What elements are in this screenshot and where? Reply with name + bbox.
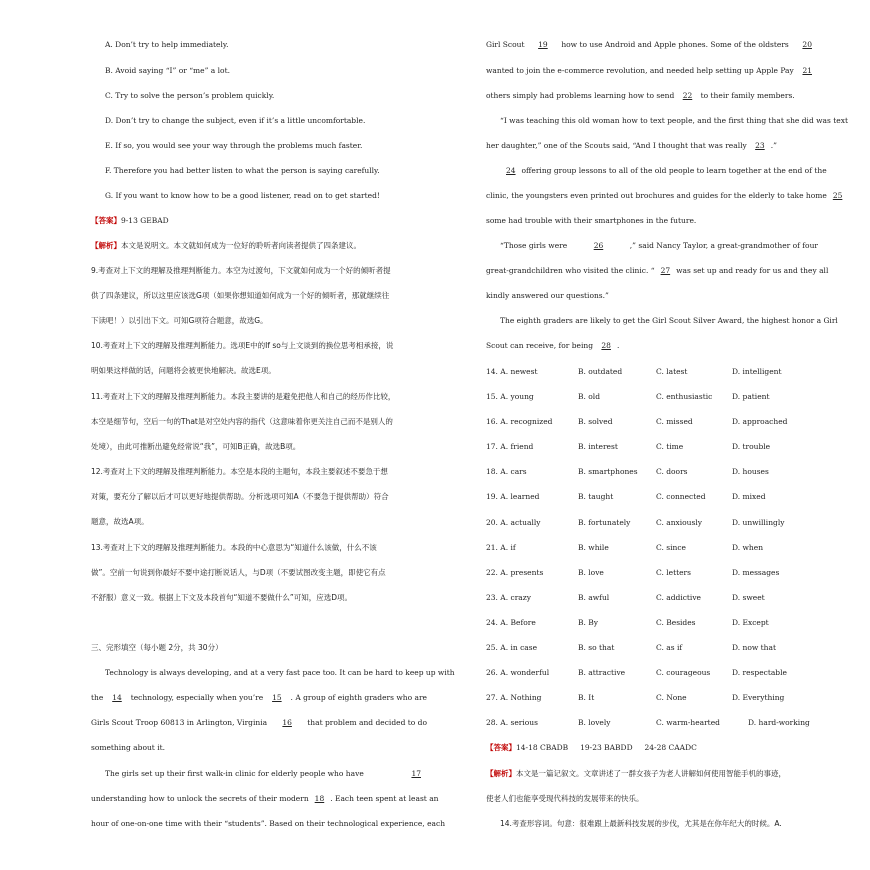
q14-explanation: 14.考查形容词。句意：很难跟上最新科技发展的步伐，尤其是在你年纪大的时候。A.	[500, 819, 782, 828]
q13-line-1: 13.考查对上下文的理解及推理判断能力。本段的中心意思为“知道什么该做，什么不该	[91, 543, 377, 552]
option-e: E. If so, you would see your way through the problems much faster.	[105, 141, 363, 150]
q10-line-2: 明如果这样做的话，问题将会被更快地解决。故选E项。	[91, 366, 276, 375]
analysis-line	[91, 241, 361, 251]
passage-line-6: understanding how to unlock the secrets of their modern 18 . Each teen spent at least an	[91, 794, 439, 803]
q12-line-3: 题意，故选A项。	[91, 517, 149, 526]
option-f: F. Therefore you had better listen to what the person is saying carefully.	[105, 166, 380, 175]
passage-r-line-12: The eighth graders are likely to get the Girl Scout Silver Award, the highest honor a Girl	[500, 316, 838, 325]
option-a: A. Don’t try to help immediately.	[105, 40, 229, 49]
passage-line-2: the 14 technology, especially when you’re 15 . A group of eighth graders who are	[91, 693, 427, 702]
blank-20: 20	[802, 40, 812, 49]
answer-line-right	[486, 743, 697, 753]
q10-line-1: 10.考查对上下文的理解及推理判断能力。选项E中的If so与上文谈到的换位思考相承接，说	[91, 341, 394, 350]
passage-r-line-4: “I was teaching this old woman how to text people, and the first thing that she did was text	[500, 116, 848, 125]
analysis-tag: 【解析】	[91, 241, 121, 250]
analysis-text: 本文是说明文。本文就如何成为一位好的聆听者向读者提供了四条建议。	[121, 241, 361, 250]
blank-22: 22	[682, 91, 693, 100]
answer-tag: 【答案】	[91, 216, 121, 225]
passage-line-7: hour of one-on-one time with their “students”. Based on their technological experience, each	[91, 819, 446, 828]
option-d: D. Don’t try to change the subject, even if it’s a little uncomfortable.	[105, 116, 366, 125]
blank-27: 27	[660, 266, 671, 275]
analysis-tag-right: 【解析】	[486, 769, 516, 778]
passage-line-5: The girls set up their first walk-in clinic for elderly people who have 17	[105, 769, 427, 779]
passage-line-3: Girls Scout Troop 60813 in Arlington, Virginia 16 that problem and decided to do	[91, 718, 427, 727]
answer-text: 9-13 GEBAD	[121, 216, 169, 225]
blank-17: 17	[411, 769, 421, 778]
passage-line-4: something about it.	[91, 743, 165, 752]
q12-line-1: 12.考查对上下文的理解及推理判断能力。本空是本段的主题句，本段主要叙述不要急于想	[91, 467, 388, 476]
section-title: 三、完形填空（每小题 2分，共 30分）	[91, 643, 223, 652]
q12-line-2: 对策，要充分了解以后才可以更好地提供帮助。分析选项可知A（不要急于提供帮助）符合	[91, 492, 389, 501]
option-g: G. If you want to know how to be a good listener, read on to get started!	[105, 191, 380, 200]
q11-line-1: 11.考查对上下文的理解及推理判断能力。本段主要讲的是避免把他人和自己的经历作比较，	[91, 392, 396, 401]
passage-line-1: Technology is always developing, and at a very fast pace too. It can be hard to keep up with	[105, 668, 455, 677]
blank-16: 16	[282, 718, 292, 727]
passage-r-line-10: great-grandchildren who visited the clinic. “ 27 was set up and ready for us and they all	[486, 266, 829, 275]
passage-r-line-13: Scout can receive, for being 28 .	[486, 341, 620, 350]
blank-19: 19	[538, 40, 548, 49]
passage-r-line-7: clinic, the youngsters even printed out brochures and guides for the elderly to take home 25	[486, 191, 818, 201]
q11-line-3: 处境），由此可推断出避免经常说“我”，可知B正确，故选B项。	[91, 442, 301, 451]
blank-25: 25	[832, 191, 843, 200]
option-b: B. Avoid saying “I” or “me” a lot.	[105, 66, 230, 75]
blank-23: 23	[755, 141, 765, 150]
analysis-text-right-2: 使老人们也能享受现代科技的发展带来的快乐。	[486, 794, 644, 803]
blank-21: 21	[802, 66, 812, 75]
passage-r-line-11: kindly answered our questions.”	[486, 291, 609, 300]
blank-14: 14	[112, 693, 122, 702]
passage-r-line-1: Girl Scout 19 how to use Android and Apple phones. Some of the oldsters 20	[486, 40, 818, 50]
analysis-line-right	[486, 769, 786, 779]
analysis-text-right-1: 本文是一篇记叙文。文章讲述了一群女孩子为老人讲解如何使用智能手机的事迹，	[516, 769, 786, 778]
blank-24: 24	[506, 166, 516, 175]
q13-line-3: 不舒服）意义一致。根据上下文及本段首句“知道不要做什么”可知，应选D项。	[91, 593, 353, 602]
passage-r-line-5: her daughter,” one of the Scouts said, “And I thought that was really 23 .”	[486, 141, 777, 150]
blank-15: 15	[272, 693, 282, 702]
q9-line-3: 下读吧！）以引出下文。可知G项符合题意，故选G。	[91, 316, 268, 325]
option-c: C. Try to solve the person’s problem quickly.	[105, 91, 275, 100]
blank-26: 26	[593, 241, 604, 250]
blank-28: 28	[601, 341, 611, 350]
answer-tag-right: 【答案】	[486, 743, 516, 752]
passage-r-line-6: 24 offering group lessons to all of the old people to learn together at the end of the	[500, 166, 818, 176]
blank-18: 18	[314, 794, 325, 803]
q9-line-2: 供了四条建议，所以这里应该选G项（如果你想知道如何成为一个好的倾听者，那就继续往	[91, 291, 390, 300]
passage-r-line-9: “Those girls were 26 ,” said Nancy Taylor, a great-grandmother of four	[500, 241, 818, 250]
passage-r-line-2: wanted to join the e-commerce revolution, and needed help setting up Apple Pay 21	[486, 66, 818, 76]
q11-line-2: 本空是细节句，空后一句的That是对空处内容的指代（这意味着你更关注自己而不是别人的	[91, 417, 393, 426]
q9-line-1: 9.考查对上下文的理解及推理判断能力。本空为过渡句，下文就如何成为一个好的倾听者提	[91, 266, 391, 275]
q13-line-2: 做”。空前一句说到你最好不要中途打断说话人，与D项（不要试图改变主题，即使它有点	[91, 568, 386, 577]
passage-r-line-8: some had trouble with their smartphones in the future.	[486, 216, 697, 225]
answer-text-right: 14-18 CBADB 19-23 BABDD 24-28 CAADC	[516, 743, 697, 752]
passage-r-line-3: others simply had problems learning how to send 22 to their family members.	[486, 91, 795, 100]
answer-line	[91, 216, 169, 226]
